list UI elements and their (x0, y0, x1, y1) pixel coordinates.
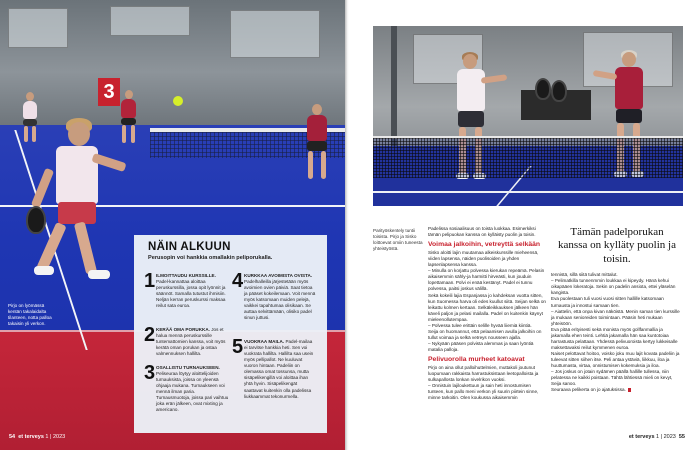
info-box-title: NÄIN ALKUUN (148, 241, 231, 253)
page-number: 54 (9, 434, 16, 440)
article-paragraph: Naiset pelottavat hoitoo, voisko joku muu lajit kovata padeliin ja tuleevat sitten siihen itse. Peli antaa ystäviä, liikkuu, iloa ja huuttumasta, virtaa, onnistumisen kokemuksia ja iloa. (551, 351, 680, 369)
player-leg (321, 151, 326, 179)
player-shirt (457, 69, 485, 111)
padel-players-photo (373, 26, 683, 206)
article-main-column (428, 226, 546, 402)
step-number: 1 (144, 270, 156, 292)
step-text (156, 327, 229, 357)
issue-number: 1 | 2023 (656, 434, 676, 440)
pull-quote: Tämän padelporukan kanssa on kylläty puolin ja toisin. (558, 226, 676, 265)
article-paragraph: Seija on huomannut, että pelaamisen avulla jalkoihin on tullut voimaa ja selkä vetreys nousseen ajalla. (428, 328, 542, 340)
article-paragraph (551, 387, 683, 393)
article-paragraph: – Minulla on korjattu polvessa kierukan repeämä. Pelasin aikaisemmin sähly-ja harmitti hirveästi, kun jouduin lopettamaan. Polvi ei enää kestänyt. Padel ei tunnu polvessa, paitsi joskus välillä. (428, 268, 545, 292)
issue-number: 1 | 2023 (45, 434, 66, 440)
article-paragraph: Sisko aloitti lajin muutamaa alkeiskurssille mieheensä, viiden lapsensa, näiden puolisoiden ja yhden lapsenlapsensa kanssa. (428, 250, 539, 268)
background-player (20, 92, 40, 144)
player-shorts (121, 118, 136, 125)
player-shirt (121, 99, 136, 118)
player-leg (131, 125, 135, 143)
step-body: Peliseuraa löytyy aloittelijoiden turnauksista, joissa on yleensä ohjaaja mukana. Turnaukseen voi mennä ilman paria. Turnausmuotoja, joissa pari vaihtuu joka erän jälkeen, ovat mixting ja americano. (156, 371, 229, 413)
padel-racket (535, 78, 551, 100)
player-head (125, 90, 133, 99)
article-paragraph: Eva puolestaan tuli vuosi vuosi sitten hallille katsomaan turnausta ja innostui samaan tien. (551, 296, 664, 308)
player-leg (308, 151, 313, 179)
player-head (26, 92, 34, 101)
hall-window (230, 10, 320, 58)
article-subheading: Pelivuorolla murheet katoavat (428, 356, 525, 364)
step-number: 5 (232, 336, 244, 358)
page-footer (629, 434, 685, 440)
background-player (118, 90, 140, 145)
main-player (30, 118, 130, 298)
article-paragraph: – Onnistuin lajiloukettuun ja sain heti innostumisen tunteen, kun pallo meni verkon yli suurin piirtein sinne, minne tarkoitin. Olen koukussa aikaisemmin (428, 383, 539, 401)
step-heading: KERÄÄ OMA PORUKKA. (156, 327, 210, 332)
step-text (244, 273, 317, 322)
player-shoe (88, 270, 110, 279)
article-closing-line: Seuraava pelikerta on jo ajatuksissa. (551, 387, 626, 393)
player-shoe (34, 266, 54, 275)
step-text (156, 273, 229, 309)
article-paragraph: – Pelimatkilla tunnenmmin loukkaa ei kipeydy. Hänä kehui oikapääen lokeratoja. Sekin on padelin ansiota, ettei yläselän kangista. (551, 278, 676, 296)
player-shirt (23, 101, 37, 119)
player-shirt (56, 146, 98, 204)
step-body: Padel-kannattaa aloittaa peruskurssilla, jossa opit lyönnit ja säännöt. Samalla tutustut ihmisiin. Neljän kerran peruskurssi maksaa reilut sata euroa. (156, 279, 226, 309)
info-box (134, 235, 327, 433)
page-footer (9, 434, 65, 440)
article-paragraph: Pirjo on aina ollut palloihuttelmien, muttakoli joutunut luopumaan rakkaista harrastuksistaan leetopalloista ja sulkapallosta lonkan nivelrikon vuoksi. (428, 365, 539, 383)
player-shorts (458, 111, 484, 127)
brand-name: et terveys (628, 434, 655, 440)
right-page (349, 0, 694, 450)
left-page (0, 0, 345, 450)
court-number: 3 (98, 78, 120, 106)
player-arm (31, 168, 54, 208)
article-subheading: Voimaa jalkoihin, vetreyttä selkään (428, 241, 541, 249)
article-paragraph: Padelissa sosiaalisuus on toista luokkaa. Esimerkiksi tämän pelipuokan kanssa on kylläisty puolin ja toisin. (428, 226, 536, 238)
article-right-column (551, 226, 683, 393)
player-leg (74, 221, 97, 274)
player-shorts (307, 141, 327, 151)
article-paragraph: Sekä kokeili lajia Espanjassa jo kahdeksan vuotta sitten, kun Suomessa harva oli edes kuullut siitä. Seijan selkä on leikattu kolmen kertaan. Selkäleikkauksen jälkeen hän käveli paljon ja pelasi mailalla. Padel on kuitenkin käynyt mieleenollutempaa. (428, 292, 546, 322)
article-paragraph: – Jos joskus on jotain sydämen päällä hallille tullessa, niin pelatessa ne kaikki poistaan. Tähtä lähtiessä mieli on kevyt, Seija sanoo. (551, 369, 673, 387)
player-head (312, 104, 322, 115)
player-shorts (58, 202, 96, 224)
player-shirt (307, 115, 327, 141)
article-paragraph: – Aiattelin, että onpa kivan näköistä. Menin saman tien kurssille ja mukaan senioreiden toimintaan. Pääsin heti mukaan yhteisöön. (551, 308, 680, 326)
step-text (244, 339, 317, 400)
step-number: 4 (232, 270, 244, 292)
article-paragraph: – Polvessa tulee erittäin selille hyvää liiemiä kiintiä. (428, 322, 532, 328)
step-text (156, 365, 229, 414)
article-paragraph: tennistä, sillä siitä tulivat mittalut. (551, 272, 618, 278)
net-mesh (373, 138, 683, 178)
step-number: 3 (144, 362, 156, 384)
step-body: Padel-mailaa ei tarvitse hankkia heti. Sen voi vuokrata hallilta. Hallilta saa usein myös pellipallot. Ne kuuluvat vuoron hintaan. Padeliin on olemassa omat tossunsa, mutta sisäpelikengillä voi aloittaa ihan yhtä hyvin. Sisäpelikengät saattavat kuitenkin olla padelissa liukkaammat tekonurmella. (244, 339, 314, 399)
photo-caption: Parityöskentely tuntii toisista. Pirjo ja Sisko loittoevat omiin tuneesta yhteistyöstä. (373, 228, 423, 251)
brand-name: et terveys (18, 434, 44, 440)
player-shorts (23, 119, 37, 126)
step-body: Padelhalleilla järjestetään myös avoimien ovien päiviä. Saat tietoa ja pääset kokeilemaan. Voit mennä myös katsomaan muiden pelejä, vaikkei tapahtumaa olisikaan. Se auttaa selvittämään, olisiko padel sinun juttusi. (244, 279, 316, 321)
player-shorts (616, 109, 642, 123)
article-paragraph: Eva pitää erityisesti sekä monista myös gollfanmallia ja jakamalla ehen teinti. Lehtiä jakamalla hän saa kuntotoiaa harrastusta pelattaan. Yhdessä pelivuoroista kertyy lukkeisalle maksettavaksi reilut kymmenen euroa. (551, 326, 678, 350)
background-player (302, 104, 332, 184)
photo-caption: Pirjo on lyömässä kentän takalaidalta tilanteen, notta palloa takaisin yli verkon. (8, 303, 52, 326)
player-leg (122, 125, 126, 143)
player-head (68, 122, 90, 146)
hall-beam (391, 26, 397, 146)
end-mark-icon (628, 388, 632, 392)
step-heading: ILMOITTAUDU KURSSILLE. (156, 273, 216, 278)
steps-list (144, 271, 320, 431)
player-head (622, 52, 636, 67)
padel-racket (551, 80, 567, 102)
step-heading: OSALLISTU TURNAUKSEEN. (156, 365, 220, 370)
step-body: Jos et halua mennä peruskurssille tuntemattomien kanssa, voit myös kerätä oman porukan ja ostaa valmennuksen hallilta. (156, 327, 226, 357)
info-box-subtitle: Perusopin voi hankkia omallakin peliporukalla. (148, 255, 273, 261)
step-heading: KURKKAA AVOIMISTA OVISTA. (244, 273, 313, 278)
padel-racket (26, 206, 46, 234)
step-heading: VUOKRAA MAILA. (244, 339, 285, 344)
step-number: 2 (144, 324, 156, 346)
page-number: 55 (678, 434, 685, 440)
hall-window (8, 8, 68, 48)
player-shirt (615, 67, 643, 109)
player-leg (24, 126, 28, 142)
player-leg (32, 126, 36, 142)
hall-window (110, 6, 190, 36)
article-paragraph: – Nykyään pääsen polvista alemmas ja saan lyöntiä matalia palloja. (428, 341, 534, 353)
player-head (463, 54, 477, 69)
padel-ball (173, 96, 183, 106)
